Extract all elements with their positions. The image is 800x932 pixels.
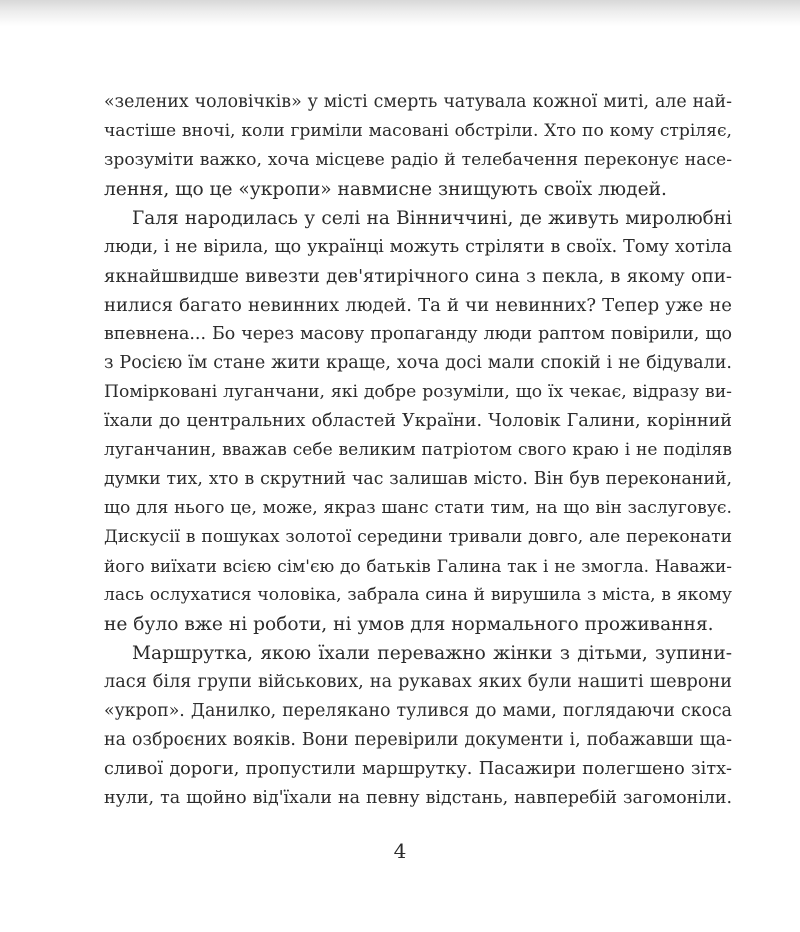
text-line: його виїхати всією сім'єю до батьків Галина так і не змогла. Наважи- xyxy=(104,556,732,576)
text-line: «зелених чоловічків» у місті смерть чатувала кожної миті, але най- xyxy=(104,92,732,112)
page-top-shadow xyxy=(0,0,800,26)
text-line: нилися багато невинних людей. Та й чи невинних? Тепер уже не xyxy=(104,295,732,316)
text-line: сливої дороги, пропустили маршрутку. Пасажири полегшено зітх- xyxy=(104,759,732,779)
text-line: люди, і не вірила, що українці можуть стріляти в своїх. Тому хотіла xyxy=(104,237,732,257)
text-line: впевнена... Бо через масову пропаганду люди раптом повірили, що xyxy=(104,324,732,344)
text-line: не було вже ні роботи, ні умов для нормального проживання. xyxy=(104,614,714,635)
page-number: 4 xyxy=(393,839,407,863)
text-line: Галя народилась у селі на Вінниччині, де живуть миролюбні xyxy=(132,208,732,229)
text-line: з Росією їм стане жити краще, хоча досі мали спокій і не бідували. xyxy=(104,353,732,373)
paragraph-1 xyxy=(104,88,732,204)
text-line: їхали до центральних областей України. Чоловік Галини, корінний xyxy=(104,411,732,431)
text-line: думки тих, хто в скрутний час залишав місто. Він був переконаний, xyxy=(104,469,732,489)
paragraph-3 xyxy=(104,639,732,813)
text-line: на озброєних вояків. Вони перевірили документи і, побажавши ща- xyxy=(104,730,732,750)
text-line: луганчанин, вважав себе великим патріотом свого краю і не поділяв xyxy=(104,440,732,460)
text-line: зрозуміти важко, хоча місцеве радіо й телебачення переконує насе- xyxy=(104,150,732,170)
text-line: якнайшвидше вивезти дев'ятирічного сина з пекла, в якому опи- xyxy=(104,266,732,287)
text-line: Дискусії в пошуках золотої середини тривали довго, але переконати xyxy=(104,527,732,547)
text-line: частіше вночі, коли гриміли масовані обстріли. Хто по кому стріляє, xyxy=(104,121,732,141)
paragraph-2 xyxy=(104,204,732,639)
text-line: лася біля групи військових, на рукавах яких були нашиті шеврони xyxy=(104,672,732,692)
text-line: Поміркованi луганчани, які добре розуміли, що їх чекає, відразу ви- xyxy=(104,382,732,402)
text-line: нули, та щойно від'їхали на певну відстань, навперебій загомоніли. xyxy=(104,788,732,808)
text-line: що для нього це, може, якраз шанс стати тим, на що він заслуговує. xyxy=(104,498,732,518)
text-line: Маршрутка, якою їхали переважно жінки з дітьми, зупини- xyxy=(132,643,732,664)
text-line: «укроп». Данилко, перелякано тулився до мами, поглядаючи скоса xyxy=(104,701,732,721)
text-line: лення, що це «укропи» навмисне знищують своїх людей. xyxy=(104,179,667,200)
text-line: лась ослухатися чоловіка, забрала сина й вирушила з міста, в якому xyxy=(104,585,732,605)
body-text xyxy=(104,88,732,813)
